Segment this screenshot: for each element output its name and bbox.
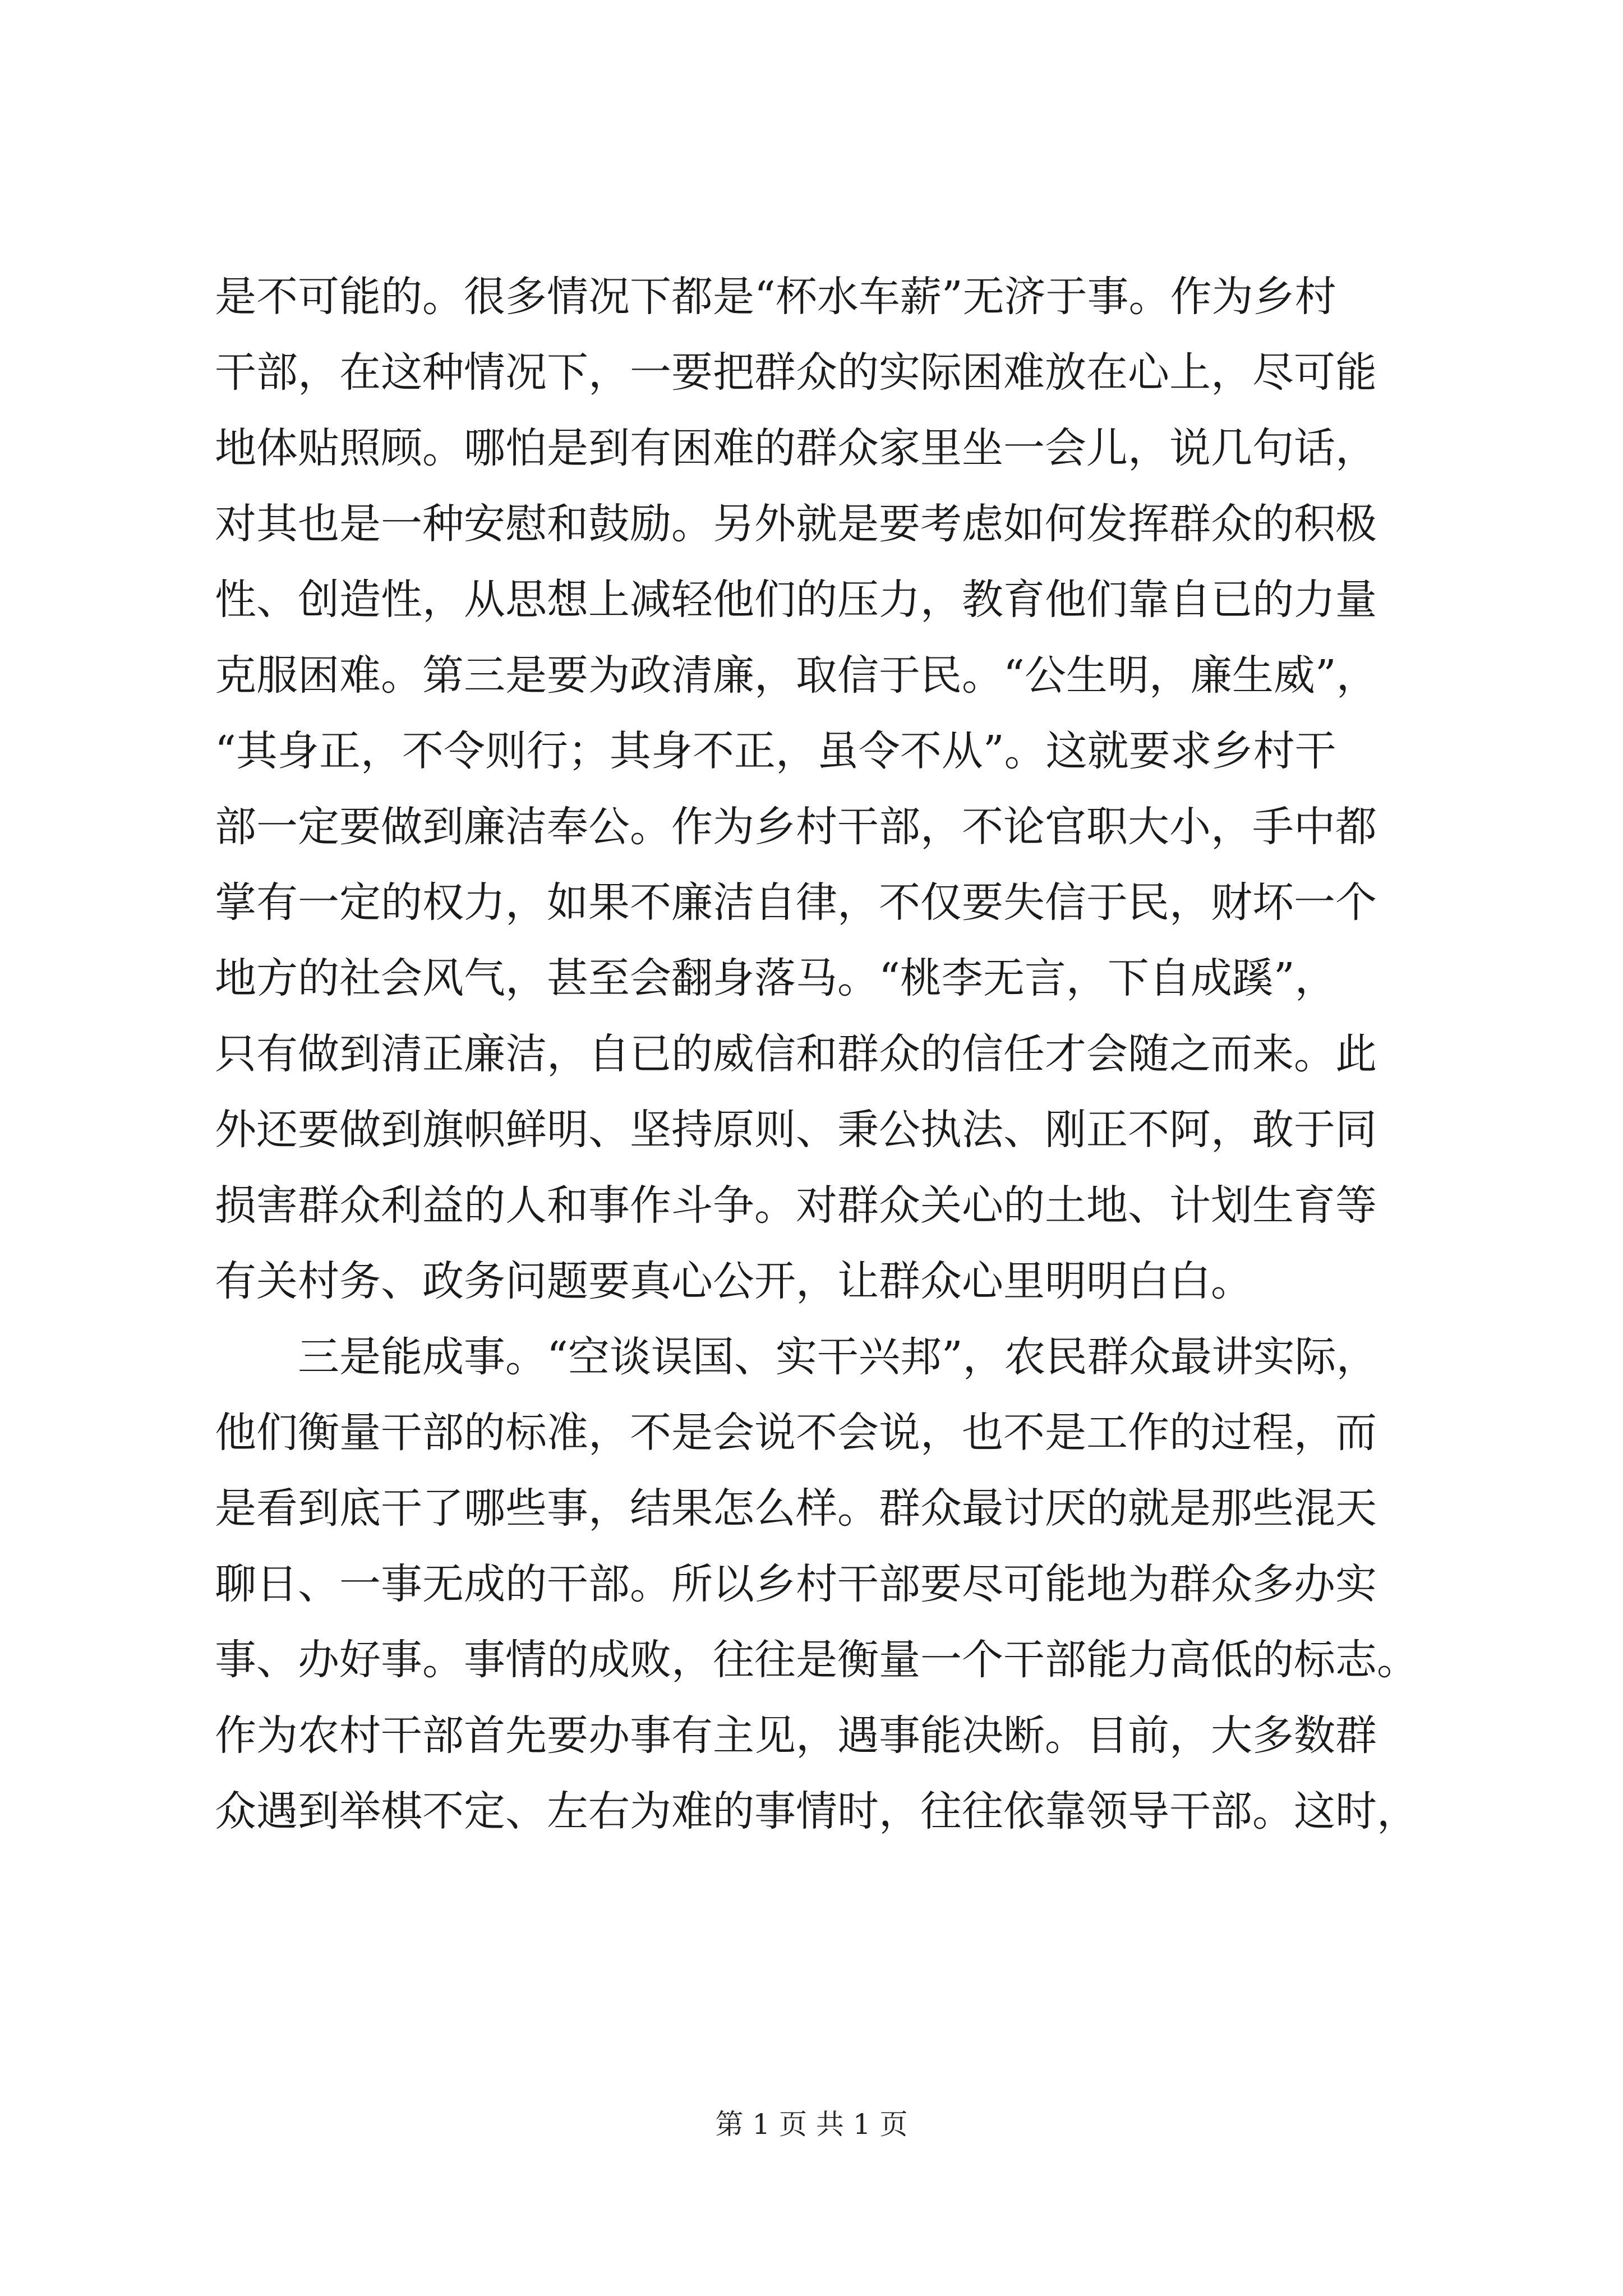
page-footer: 第 1 页 共 1 页 [715, 2108, 908, 2141]
text-line: 事、办好事。事情的成败，往往是衡量一个干部能力高低的标志。 [215, 1636, 1418, 1684]
text-line: 性、创造性，从思想上减轻他们的压力，教育他们靠自已的力量 [215, 576, 1377, 624]
text-line: 掌有一定的权力，如果不廉洁自律，不仅要失信于民，财坏一个 [215, 878, 1377, 927]
text-line: 是不可能的。很多情况下都是“杯水车薪”无济于事。作为乡村 [215, 273, 1336, 321]
text-line: 三是能成事。“空谈误国、实干兴邦”，农民群众最讲实际， [215, 1333, 1378, 1381]
text-line: 对其也是一种安慰和鼓励。另外就是要考虑如何发挥群众的积极 [215, 500, 1377, 548]
text-line: 他们衡量干部的标准，不是会说不会说，也不是工作的过程，而 [215, 1409, 1377, 1457]
text-line: 克服困难。第三是要为政清廉，取信于民。“公生明，廉生威”， [215, 651, 1378, 700]
text-line: 地方的社会风气，甚至会翻身落马。“桃李无言，下自成蹊”， [215, 954, 1336, 1002]
text-line: 部一定要做到廉洁奉公。作为乡村干部，不论官职大小，手中都 [215, 803, 1377, 851]
text-line: 损害群众利益的人和事作斗争。对群众关心的土地、计划生育等 [215, 1181, 1377, 1230]
text-line: 聊日、一事无成的干部。所以乡村干部要尽可能地为群众多办实 [215, 1560, 1377, 1608]
text-line: 众遇到举棋不定、左右为难的事情时，往往依靠领导干部。这时， [215, 1787, 1418, 1835]
text-line: 外还要做到旗帜鲜明、坚持原则、秉公执法、刚正不阿，敢于同 [215, 1106, 1377, 1154]
text-line: 干部，在这种情况下，一要把群众的实际困难放在心上，尽可能 [215, 348, 1377, 397]
text-line: 只有做到清正廉洁，自已的威信和群众的信任才会随之而来。此 [215, 1030, 1377, 1078]
body-text [215, 259, 1418, 1849]
text-line: 地体贴照顾。哪怕是到有困难的群众家里坐一会儿，说几句话， [215, 424, 1377, 472]
text-line: 作为农村干部首先要办事有主见，遇事能决断。目前，大多数群 [215, 1711, 1377, 1760]
text-line: 有关村务、政务问题要真心公开，让群众心里明明白白。 [215, 1257, 1252, 1305]
text-line: 是看到底干了哪些事，结果怎么样。群众最讨厌的就是那些混天 [215, 1484, 1377, 1533]
text-line: “其身正，不令则行；其身不正，虽令不从”。这就要求乡村干 [215, 727, 1336, 775]
